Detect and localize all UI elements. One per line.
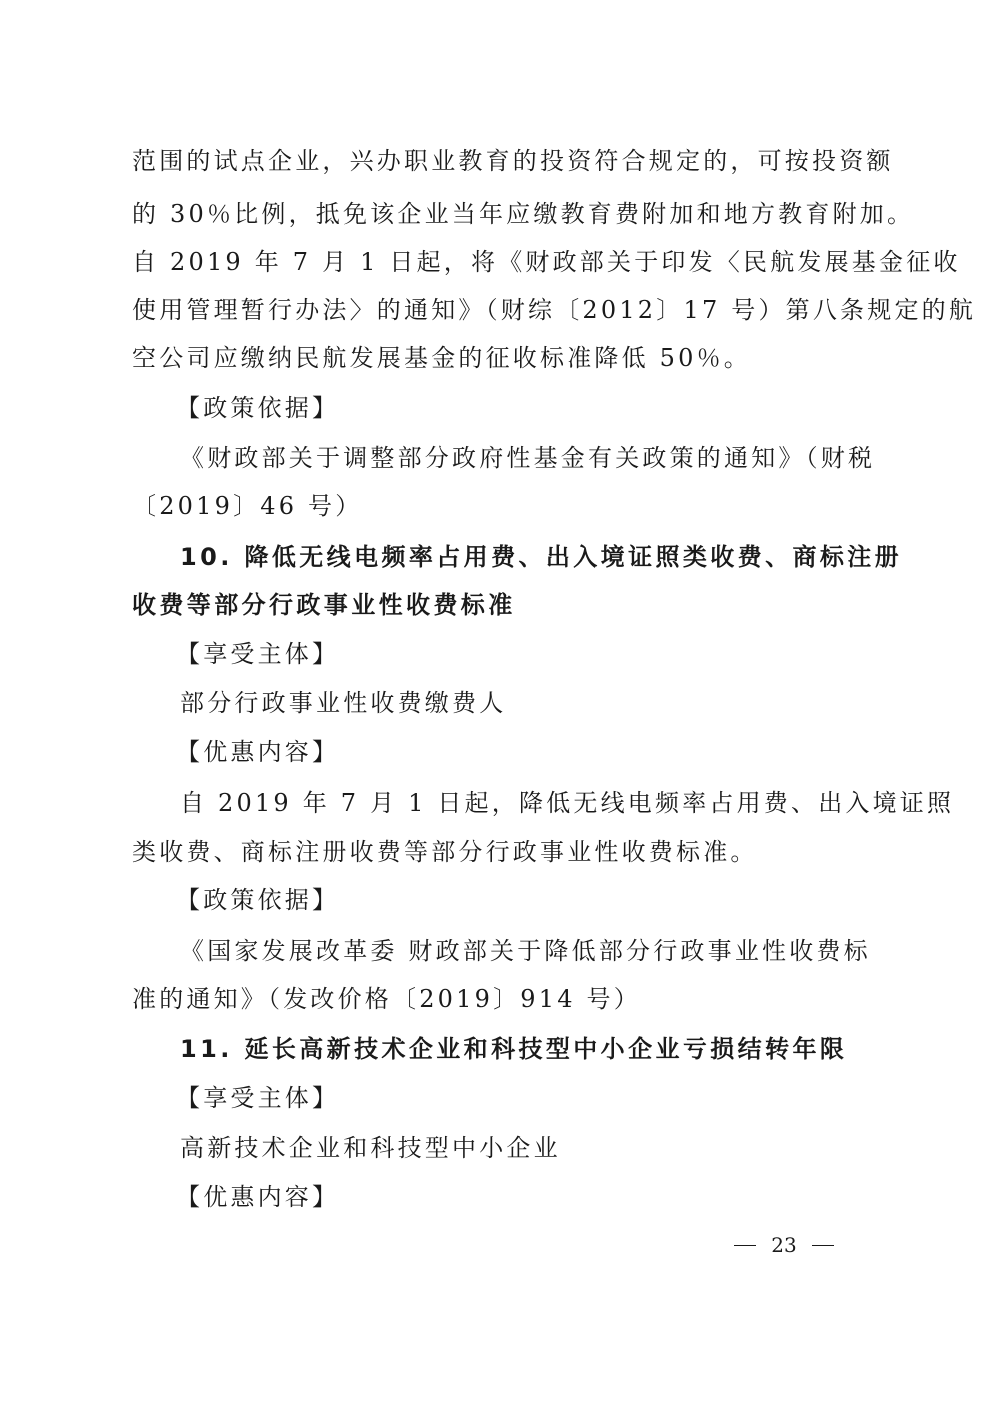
body-text-line: 部分行政事业性收费缴费人 (180, 689, 507, 717)
page-number: 23 (771, 1233, 797, 1257)
section-label-beneficiary: 【享受主体】 (176, 1084, 340, 1112)
body-text-line: 使用管理暂行办法〉的通知》（财综〔2012〕17 号）第八条规定的航 (132, 296, 977, 324)
body-text-line: 自 2019 年 7 月 1 日起，降低无线电频率占用费、出入境证照 (180, 789, 955, 817)
section-label-benefit: 【优惠内容】 (176, 738, 340, 766)
item-heading: 10. 降低无线电频率占用费、出入境证照类收费、商标注册 (180, 543, 903, 571)
section-label-beneficiary: 【享受主体】 (176, 640, 340, 668)
section-label-benefit: 【优惠内容】 (176, 1183, 340, 1211)
body-text-line: 〔2019〕46 号） (132, 492, 363, 520)
body-text-line: 准的通知》（发改价格〔2019〕914 号） (132, 985, 641, 1013)
item-heading: 11. 延长高新技术企业和科技型中小企业亏损结转年限 (180, 1035, 848, 1063)
item-heading: 收费等部分行政事业性收费标准 (132, 591, 516, 619)
section-label-policy-basis: 【政策依据】 (176, 394, 340, 422)
page-footer (734, 1230, 834, 1260)
body-text-line: 范围的试点企业，兴办职业教育的投资符合规定的，可按投资额 (132, 147, 894, 175)
section-label-policy-basis: 【政策依据】 (176, 886, 340, 914)
body-text-line: 《国家发展改革委 财政部关于降低部分行政事业性收费标 (180, 937, 871, 965)
body-text-line: 空公司应缴纳民航发展基金的征收标准降低 50％。 (132, 344, 751, 372)
footer-dash-left (734, 1245, 756, 1246)
body-text-line: 自 2019 年 7 月 1 日起，将《财政部关于印发〈民航发展基金征收 (132, 248, 961, 276)
body-text-line: 高新技术企业和科技型中小企业 (180, 1134, 561, 1162)
body-text-line: 《财政部关于调整部分政府性基金有关政策的通知》（财税 (180, 444, 876, 472)
body-text-line: 的 30％比例，抵免该企业当年应缴教育费附加和地方教育附加。 (132, 200, 915, 228)
body-text-line: 类收费、商标注册收费等部分行政事业性收费标准。 (132, 838, 758, 866)
footer-dash-right (812, 1245, 834, 1246)
